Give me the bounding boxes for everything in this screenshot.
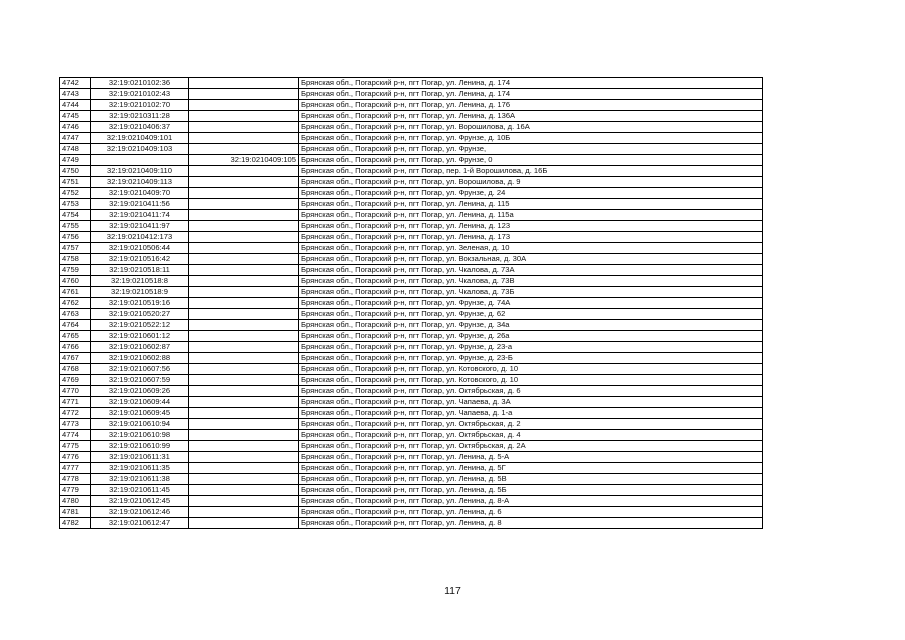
table-row [60,199,763,210]
cadastral-number-cell: 32:19:0210612:46 [91,507,189,518]
row-number-cell: 4763 [60,309,91,320]
address-cell: Брянская обл., Погарский р-н, пгт Погар, ул. Котовского, д. 10 [299,375,763,386]
row-number-cell: 4772 [60,408,91,419]
cadastral-number-alt-cell [189,177,299,188]
cadastral-number-alt-cell [189,441,299,452]
cadastral-number-cell: 32:19:0210411:97 [91,221,189,232]
cadastral-number-cell: 32:19:0210522:12 [91,320,189,331]
row-number-cell: 4751 [60,177,91,188]
table-row [60,320,763,331]
row-number-cell: 4769 [60,375,91,386]
row-number-cell: 4777 [60,463,91,474]
cadastral-number-cell: 32:19:0210518:9 [91,287,189,298]
row-number-cell: 4752 [60,188,91,199]
cadastral-number-cell: 32:19:0210610:99 [91,441,189,452]
table-row [60,518,763,529]
address-cell: Брянская обл., Погарский р-н, пгт Погар, ул. Чкалова, д. 73Б [299,287,763,298]
cadastral-number-alt-cell [189,331,299,342]
cadastral-number-cell: 32:19:0210610:94 [91,419,189,430]
page-number: 117 [444,585,461,597]
cadastral-number-alt-cell [189,100,299,111]
address-cell: Брянская обл., Погарский р-н, пгт Погар, ул. Фрунзе, д. 34а [299,320,763,331]
cadastral-number-alt-cell [189,111,299,122]
cadastral-number-cell: 32:19:0210607:56 [91,364,189,375]
cadastral-number-alt-cell [189,89,299,100]
table-row [60,144,763,155]
table-row [60,122,763,133]
cadastral-number-cell: 32:19:0210607:59 [91,375,189,386]
address-cell: Брянская обл., Погарский р-н, пгт Погар, ул. Октябрьская, д. 2 [299,419,763,430]
cadastral-number-cell: 32:19:0210602:88 [91,353,189,364]
table-row [60,507,763,518]
row-number-cell: 4755 [60,221,91,232]
cadastral-number-alt-cell [189,320,299,331]
address-cell: Брянская обл., Погарский р-н, пгт Погар, ул. Фрунзе, д. 23-Б [299,353,763,364]
row-number-cell: 4759 [60,265,91,276]
cadastral-number-cell: 32:19:0210518:11 [91,265,189,276]
table-row [60,221,763,232]
row-number-cell: 4779 [60,485,91,496]
cadastral-number-alt-cell [189,78,299,89]
cadastral-number-alt-cell [189,166,299,177]
table-row [60,397,763,408]
table-row [60,78,763,89]
table-row [60,100,763,111]
table-row [60,441,763,452]
table-row [60,287,763,298]
cadastral-number-alt-cell [189,221,299,232]
cadastral-number-alt-cell [189,496,299,507]
table-row [60,430,763,441]
address-cell: Брянская обл., Погарский р-н, пгт Погар, ул. Октябрьская, д. 4 [299,430,763,441]
address-cell: Брянская обл., Погарский р-н, пгт Погар, ул. Фрунзе, д. 23-а [299,342,763,353]
cadastral-number-alt-cell [189,507,299,518]
row-number-cell: 4767 [60,353,91,364]
cadastral-number-alt-cell [189,364,299,375]
table-row [60,375,763,386]
address-cell: Брянская обл., Погарский р-н, пгт Погар, ул. Ленина, д. 115 [299,199,763,210]
address-cell: Брянская обл., Погарский р-н, пгт Погар, ул. Фрунзе, 0 [299,155,763,166]
address-cell: Брянская обл., Погарский р-н, пгт Погар, ул. Ворошилова, д. 16А [299,122,763,133]
table-row [60,463,763,474]
cadastral-number-cell: 32:19:0210411:56 [91,199,189,210]
cadastral-number-alt-cell [189,353,299,364]
row-number-cell: 4743 [60,89,91,100]
table-row [60,166,763,177]
cadastral-number-cell: 32:19:0210609:26 [91,386,189,397]
row-number-cell: 4776 [60,452,91,463]
cadastral-number-cell: 32:19:0210602:87 [91,342,189,353]
row-number-cell: 4757 [60,243,91,254]
cadastral-number-cell: 32:19:0210611:35 [91,463,189,474]
address-cell: Брянская обл., Погарский р-н, пгт Погар, ул. Ленина, д. 123 [299,221,763,232]
table-row [60,419,763,430]
cadastral-number-cell: 32:19:0210411:74 [91,210,189,221]
address-cell: Брянская обл., Погарский р-н, пгт Погар, ул. Чапаева, д. 1-а [299,408,763,419]
cadastral-number-alt-cell [189,397,299,408]
table-row [60,210,763,221]
table-row [60,452,763,463]
cadastral-number-cell: 32:19:0210409:103 [91,144,189,155]
cadastral-number-cell: 32:19:0210610:98 [91,430,189,441]
cadastral-number-alt-cell [189,243,299,254]
address-cell: Брянская обл., Погарский р-н, пгт Погар, ул. Ленина, д. 173 [299,232,763,243]
cadastral-number-cell: 32:19:0210406:37 [91,122,189,133]
table-row [60,265,763,276]
cadastral-number-alt-cell [189,188,299,199]
row-number-cell: 4758 [60,254,91,265]
cadastral-number-cell: 32:19:0210516:42 [91,254,189,265]
table-row [60,474,763,485]
table-row [60,331,763,342]
row-number-cell: 4765 [60,331,91,342]
address-cell: Брянская обл., Погарский р-н, пгт Погар, ул. Зеленая, д. 10 [299,243,763,254]
row-number-cell: 4744 [60,100,91,111]
address-cell: Брянская обл., Погарский р-н, пгт Погар, ул. Октябрьская, д. 2А [299,441,763,452]
row-number-cell: 4742 [60,78,91,89]
row-number-cell: 4770 [60,386,91,397]
cadastral-number-cell: 32:19:0210518:8 [91,276,189,287]
address-cell: Брянская обл., Погарский р-н, пгт Погар, ул. Октябрьская, д. 6 [299,386,763,397]
table-row [60,89,763,100]
cadastral-number-cell: 32:19:0210409:110 [91,166,189,177]
cadastral-number-alt-cell [189,276,299,287]
address-cell: Брянская обл., Погарский р-н, пгт Погар, ул. Ленина, д. 5-А [299,452,763,463]
table-row [60,342,763,353]
cadastral-number-alt-cell [189,265,299,276]
row-number-cell: 4774 [60,430,91,441]
cadastral-number-cell: 32:19:0210412:173 [91,232,189,243]
row-number-cell: 4761 [60,287,91,298]
table-row [60,188,763,199]
address-cell: Брянская обл., Погарский р-н, пгт Погар, ул. Ленина, д. 174 [299,89,763,100]
table-row [60,243,763,254]
row-number-cell: 4762 [60,298,91,309]
cadastral-number-cell: 32:19:0210506:44 [91,243,189,254]
cadastral-number-alt-cell [189,430,299,441]
address-cell: Брянская обл., Погарский р-н, пгт Погар, ул. Ворошилова, д. 9 [299,177,763,188]
cadastral-number-cell: 32:19:0210102:70 [91,100,189,111]
cadastral-number-cell: 32:19:0210311:28 [91,111,189,122]
address-cell: Брянская обл., Погарский р-н, пгт Погар, ул. Ленина, д. 174 [299,78,763,89]
cadastral-number-cell: 32:19:0210102:36 [91,78,189,89]
table-row [60,353,763,364]
cadastral-number-alt-cell [189,298,299,309]
row-number-cell: 4747 [60,133,91,144]
cadastral-number-alt-cell [189,375,299,386]
address-cell: Брянская обл., Погарский р-н, пгт Погар, ул. Котовского, д. 10 [299,364,763,375]
row-number-cell: 4746 [60,122,91,133]
cadastral-number-cell: 32:19:0210611:38 [91,474,189,485]
row-number-cell: 4771 [60,397,91,408]
cadastral-number-alt-cell [189,309,299,320]
table-row [60,276,763,287]
row-number-cell: 4745 [60,111,91,122]
table-row [60,485,763,496]
table-row [60,254,763,265]
row-number-cell: 4760 [60,276,91,287]
address-cell: Брянская обл., Погарский р-н, пгт Погар, ул. Ленина, д. 8 [299,518,763,529]
row-number-cell: 4773 [60,419,91,430]
registry-table-body [60,78,763,529]
address-cell: Брянская обл., Погарский р-н, пгт Погар, ул. Фрунзе, д. 74А [299,298,763,309]
address-cell: Брянская обл., Погарский р-н, пгт Погар, ул. Фрунзе, д. 62 [299,309,763,320]
table-row [60,364,763,375]
registry-table [59,77,763,529]
table-row [60,496,763,507]
cadastral-number-alt-cell [189,199,299,210]
cadastral-number-cell: 32:19:0210102:43 [91,89,189,100]
address-cell: Брянская обл., Погарский р-н, пгт Погар, ул. Чкалова, д. 73В [299,276,763,287]
row-number-cell: 4778 [60,474,91,485]
address-cell: Брянская обл., Погарский р-н, пгт Погар, ул. Фрунзе, д. 10Б [299,133,763,144]
address-cell: Брянская обл., Погарский р-н, пгт Погар, ул. Ленина, д. 136А [299,111,763,122]
row-number-cell: 4775 [60,441,91,452]
address-cell: Брянская обл., Погарский р-н, пгт Погар, ул. Ленина, д. 8-А [299,496,763,507]
table-row [60,133,763,144]
address-cell: Брянская обл., Погарский р-н, пгт Погар, ул. Фрунзе, [299,144,763,155]
address-cell: Брянская обл., Погарский р-н, пгт Погар, ул. Ленина, д. 6 [299,507,763,518]
table-row [60,232,763,243]
row-number-cell: 4753 [60,199,91,210]
row-number-cell: 4756 [60,232,91,243]
address-cell: Брянская обл., Погарский р-н, пгт Погар, ул. Чапаева, д. 3А [299,397,763,408]
cadastral-number-alt-cell [189,474,299,485]
cadastral-number-alt-cell [189,287,299,298]
cadastral-number-alt-cell [189,232,299,243]
row-number-cell: 4768 [60,364,91,375]
row-number-cell: 4748 [60,144,91,155]
cadastral-number-cell: 32:19:0210409:70 [91,188,189,199]
cadastral-number-alt-cell [189,452,299,463]
cadastral-number-alt-cell [189,133,299,144]
row-number-cell: 4782 [60,518,91,529]
address-cell: Брянская обл., Погарский р-н, пгт Погар, ул. Ленина, д. 5Б [299,485,763,496]
table-row [60,408,763,419]
cadastral-number-cell: 32:19:0210609:44 [91,397,189,408]
cadastral-number-cell [91,155,189,166]
cadastral-number-cell: 32:19:0210409:113 [91,177,189,188]
row-number-cell: 4764 [60,320,91,331]
address-cell: Брянская обл., Погарский р-н, пгт Погар, ул. Чкалова, д. 73А [299,265,763,276]
cadastral-number-cell: 32:19:0210601:12 [91,331,189,342]
row-number-cell: 4780 [60,496,91,507]
address-cell: Брянская обл., Погарский р-н, пгт Погар, пер. 1-й Ворошилова, д. 16Б [299,166,763,177]
cadastral-number-cell: 32:19:0210409:101 [91,133,189,144]
cadastral-number-alt-cell [189,210,299,221]
row-number-cell: 4766 [60,342,91,353]
cadastral-number-alt-cell [189,408,299,419]
table-row [60,177,763,188]
cadastral-number-alt-cell [189,419,299,430]
cadastral-number-cell: 32:19:0210611:45 [91,485,189,496]
cadastral-number-cell: 32:19:0210519:16 [91,298,189,309]
cadastral-number-cell: 32:19:0210611:31 [91,452,189,463]
table-row [60,309,763,320]
table-row [60,111,763,122]
table-row [60,386,763,397]
row-number-cell: 4754 [60,210,91,221]
address-cell: Брянская обл., Погарский р-н, пгт Погар, ул. Фрунзе, д. 24 [299,188,763,199]
cadastral-number-alt-cell [189,122,299,133]
cadastral-number-alt-cell [189,342,299,353]
row-number-cell: 4750 [60,166,91,177]
address-cell: Брянская обл., Погарский р-н, пгт Погар, ул. Вокзальная, д. 30А [299,254,763,265]
cadastral-number-cell: 32:19:0210520:27 [91,309,189,320]
row-number-cell: 4749 [60,155,91,166]
address-cell: Брянская обл., Погарский р-н, пгт Погар, ул. Фрунзе, д. 26а [299,331,763,342]
table-row [60,155,763,166]
cadastral-number-cell: 32:19:0210612:45 [91,496,189,507]
cadastral-number-alt-cell: 32:19:0210409:105 [189,155,299,166]
cadastral-number-alt-cell [189,386,299,397]
row-number-cell: 4781 [60,507,91,518]
cadastral-number-alt-cell [189,518,299,529]
cadastral-number-cell: 32:19:0210612:47 [91,518,189,529]
cadastral-number-alt-cell [189,254,299,265]
cadastral-number-cell: 32:19:0210609:45 [91,408,189,419]
address-cell: Брянская обл., Погарский р-н, пгт Погар, ул. Ленина, д. 176 [299,100,763,111]
table-row [60,298,763,309]
cadastral-number-alt-cell [189,144,299,155]
address-cell: Брянская обл., Погарский р-н, пгт Погар, ул. Ленина, д. 5В [299,474,763,485]
address-cell: Брянская обл., Погарский р-н, пгт Погар, ул. Ленина, д. 115а [299,210,763,221]
cadastral-number-alt-cell [189,485,299,496]
address-cell: Брянская обл., Погарский р-н, пгт Погар, ул. Ленина, д. 5Г [299,463,763,474]
cadastral-number-alt-cell [189,463,299,474]
